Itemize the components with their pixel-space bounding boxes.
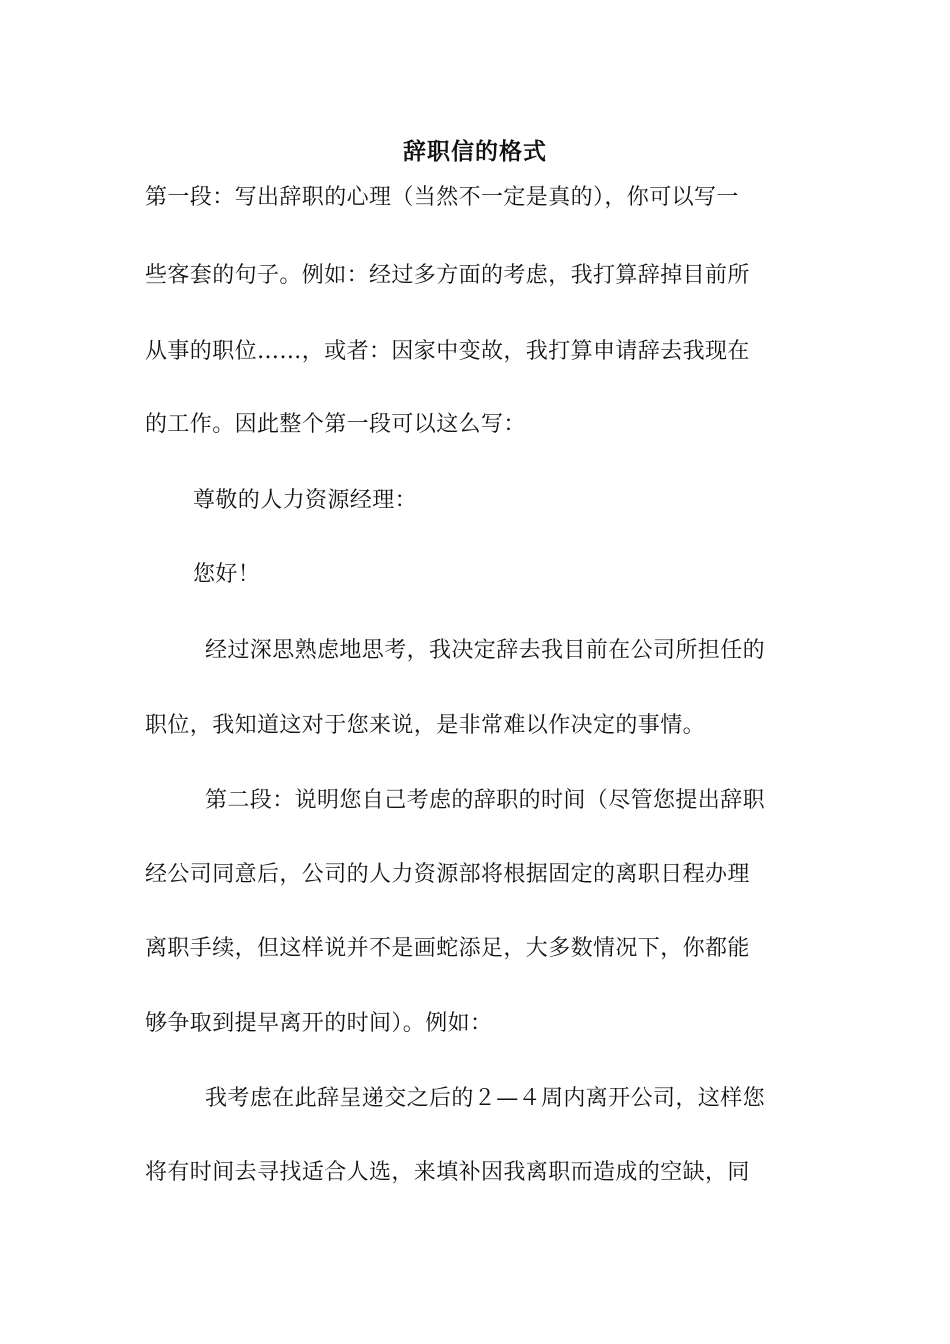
paragraph-line: 经公司同意后，公司的人力资源部将根据固定的离职日程办理: [145, 862, 750, 887]
paragraph-line: 我考虑在此辞呈递交之后的２—４周内离开公司，这样您: [205, 1086, 766, 1111]
paragraph-line: 将有时间去寻找适合人选，来填补因我离职而造成的空缺，同: [145, 1160, 750, 1185]
paragraph-line: 第一段：写出辞职的心理（当然不一定是真的），你可以写一: [145, 185, 739, 210]
paragraph-line: 的工作。因此整个第一段可以这么写：: [145, 412, 526, 437]
paragraph-line: 第二段：说明您自己考虑的辞职的时间（尽管您提出辞职: [205, 788, 766, 813]
paragraph-line: 离职手续，但这样说并不是画蛇添足，大多数情况下，你都能: [145, 936, 750, 961]
paragraph-line: 职位，我知道这对于您来说，是非常难以作决定的事情。: [145, 713, 706, 738]
paragraph-line: 经过深思熟虑地思考，我决定辞去我目前在公司所担任的: [205, 638, 766, 663]
paragraph-line: 从事的职位……，或者：因家中变故，我打算申请辞去我现在: [145, 339, 750, 364]
paragraph-line: 够争取到提早离开的时间）。例如：: [145, 1011, 493, 1036]
greeting-line: 您好！: [193, 562, 261, 587]
document-title: 辞职信的格式: [403, 138, 547, 165]
paragraph-line: 些客套的句子。例如：经过多方面的考虑，我打算辞掉目前所: [145, 263, 750, 288]
salutation-line: 尊敬的人力资源经理：: [193, 488, 418, 513]
